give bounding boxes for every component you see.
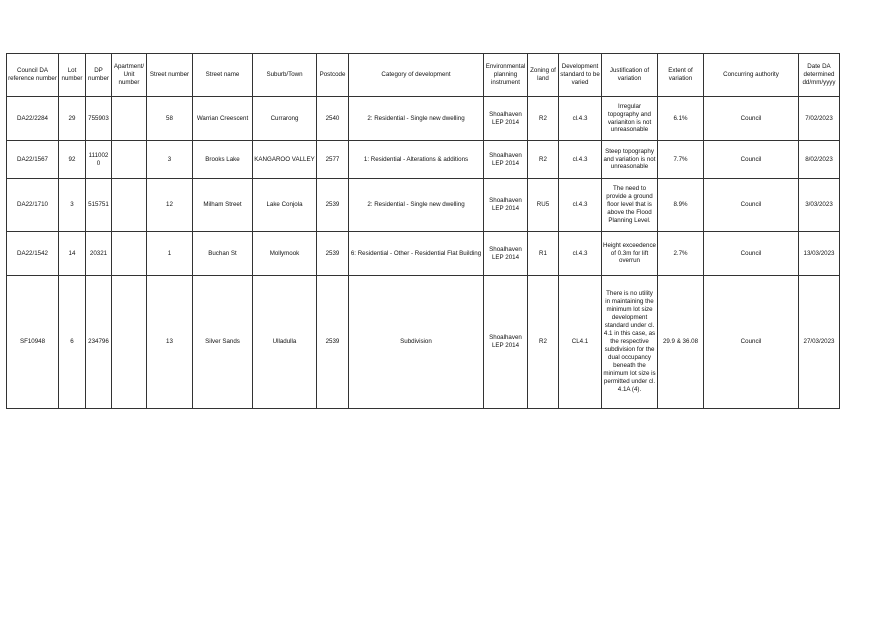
header-justification: Justification of variation (602, 54, 658, 97)
header-row (7, 54, 840, 97)
cell-extent: 7.7% (658, 141, 704, 179)
cell-dp: 1110020 (86, 141, 112, 179)
cell-authority: Council (704, 141, 799, 179)
cell-street-number: 58 (147, 97, 193, 141)
cell-lot: 6 (59, 276, 86, 409)
variations-table (6, 53, 840, 409)
cell-street-number: 3 (147, 141, 193, 179)
cell-ref: SF10948 (7, 276, 59, 409)
cell-date: 3/03/2023 (799, 179, 840, 232)
cell-street-name: Brooks Lake (193, 141, 253, 179)
cell-justification: Height exceedence of 0.3m for lift overrun (602, 232, 658, 276)
cell-justification: The need to provide a ground floor level that is above the Flood Planning Level. (602, 179, 658, 232)
cell-standard: CL4.1 (559, 276, 602, 409)
cell-dp: 20321 (86, 232, 112, 276)
cell-zoning: R1 (528, 232, 559, 276)
cell-postcode: 2539 (317, 276, 349, 409)
header-category: Category of development (349, 54, 484, 97)
header-authority: Concurring authority (704, 54, 799, 97)
cell-unit (112, 97, 147, 141)
cell-street-name: Buchan St (193, 232, 253, 276)
cell-ref: DA22/2284 (7, 97, 59, 141)
cell-date: 8/02/2023 (799, 141, 840, 179)
cell-unit (112, 232, 147, 276)
header-postcode: Postcode (317, 54, 349, 97)
table-row (7, 97, 840, 141)
cell-dp: 515751 (86, 179, 112, 232)
cell-zoning: R2 (528, 141, 559, 179)
cell-street-name: Milham Street (193, 179, 253, 232)
header-unit: Apartment/ Unit number (112, 54, 147, 97)
cell-postcode: 2539 (317, 179, 349, 232)
cell-extent: 29.9 & 36.08 (658, 276, 704, 409)
cell-suburb: Ulladulla (253, 276, 317, 409)
cell-standard: cl.4.3 (559, 97, 602, 141)
cell-street-number: 1 (147, 232, 193, 276)
header-date: Date DA determined dd/mm/yyyy (799, 54, 840, 97)
table-row (7, 179, 840, 232)
cell-authority: Council (704, 97, 799, 141)
cell-zoning: R2 (528, 97, 559, 141)
header-lot: Lot number (59, 54, 86, 97)
header-zoning: Zoning of land (528, 54, 559, 97)
cell-unit (112, 179, 147, 232)
header-dp: DP number (86, 54, 112, 97)
cell-category: 6: Residential - Other - Residential Flat Building (349, 232, 484, 276)
cell-street-name: Silver Sands (193, 276, 253, 409)
cell-suburb: Currarong (253, 97, 317, 141)
cell-street-name: Warrian Creescent (193, 97, 253, 141)
header-epi: Environmental planning instrument (484, 54, 528, 97)
cell-postcode: 2539 (317, 232, 349, 276)
header-suburb: Suburb/Town (253, 54, 317, 97)
header-ref: Council DA reference number (7, 54, 59, 97)
cell-epi: Shoalhaven LEP 2014 (484, 97, 528, 141)
cell-category: 2: Residential - Single new dwelling (349, 97, 484, 141)
header-standard: Development standard to be varied (559, 54, 602, 97)
cell-epi: Shoalhaven LEP 2014 (484, 141, 528, 179)
cell-zoning: R2 (528, 276, 559, 409)
cell-lot: 14 (59, 232, 86, 276)
cell-justification: Steep topography and variation is not unreasonable (602, 141, 658, 179)
cell-zoning: RU5 (528, 179, 559, 232)
cell-ref: DA22/1542 (7, 232, 59, 276)
cell-postcode: 2577 (317, 141, 349, 179)
cell-dp: 234796 (86, 276, 112, 409)
cell-extent: 6.1% (658, 97, 704, 141)
cell-suburb: Lake Conjola (253, 179, 317, 232)
cell-authority: Council (704, 179, 799, 232)
cell-authority: Council (704, 232, 799, 276)
cell-lot: 92 (59, 141, 86, 179)
cell-authority: Council (704, 276, 799, 409)
cell-category: Subdivision (349, 276, 484, 409)
cell-unit (112, 141, 147, 179)
cell-epi: Shoalhaven LEP 2014 (484, 232, 528, 276)
cell-ref: DA22/1567 (7, 141, 59, 179)
cell-date: 13/03/2023 (799, 232, 840, 276)
cell-standard: cl.4.3 (559, 179, 602, 232)
cell-street-number: 12 (147, 179, 193, 232)
header-street-name: Street name (193, 54, 253, 97)
cell-epi: Shoalhaven LEP 2014 (484, 276, 528, 409)
cell-lot: 29 (59, 97, 86, 141)
cell-standard: cl.4.3 (559, 232, 602, 276)
cell-date: 7/02/2023 (799, 97, 840, 141)
cell-standard: cl.4.3 (559, 141, 602, 179)
cell-date: 27/03/2023 (799, 276, 840, 409)
cell-extent: 2.7% (658, 232, 704, 276)
cell-suburb: Mollymook (253, 232, 317, 276)
cell-extent: 8.9% (658, 179, 704, 232)
header-extent: Extent of variation (658, 54, 704, 97)
table-row (7, 141, 840, 179)
table-row (7, 232, 840, 276)
cell-suburb: KANGAROO VALLEY (253, 141, 317, 179)
cell-ref: DA22/1710 (7, 179, 59, 232)
cell-dp: 755903 (86, 97, 112, 141)
table-row (7, 276, 840, 409)
cell-lot: 3 (59, 179, 86, 232)
cell-category: 1: Residential - Alterations & additions (349, 141, 484, 179)
cell-epi: Shoalhaven LEP 2014 (484, 179, 528, 232)
cell-justification: Irregular topography and varianiton is not unreasonable (602, 97, 658, 141)
cell-category: 2: Residential - Single new dwelling (349, 179, 484, 232)
cell-postcode: 2540 (317, 97, 349, 141)
cell-street-number: 13 (147, 276, 193, 409)
cell-unit (112, 276, 147, 409)
cell-justification: There is no utility in maintaining the minimum lot size development standard under cl. 4.1 in this case, as the respective subdivision for the dual occupancy beneath the minimum lot size is permitted under cl. 4.1A (4). (602, 276, 658, 409)
header-street-number: Street number (147, 54, 193, 97)
